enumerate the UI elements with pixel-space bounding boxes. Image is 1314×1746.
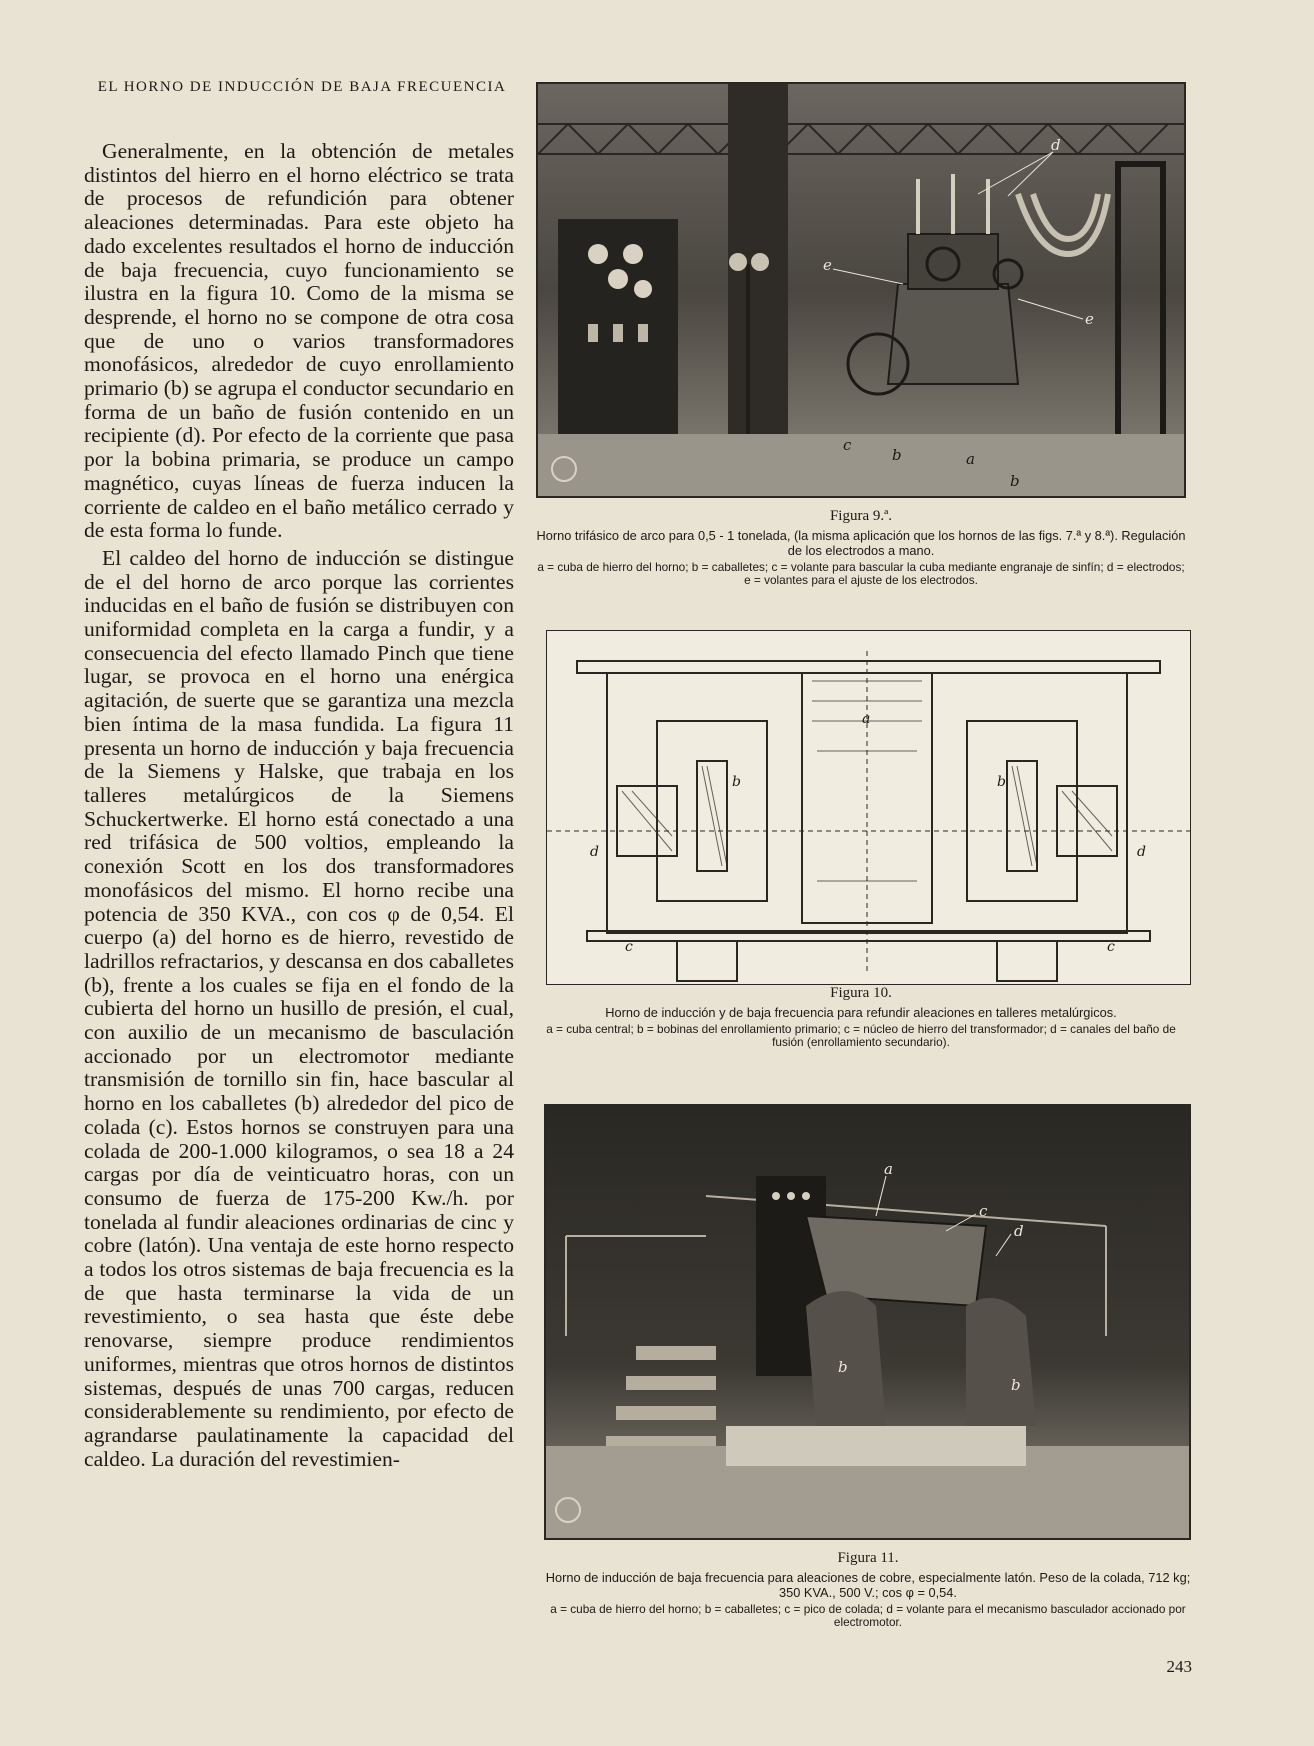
figure-label: b: [892, 446, 902, 464]
figure-label: b: [1010, 472, 1020, 490]
figure-label: e: [1085, 310, 1094, 328]
figure-title: Figura 10.: [830, 985, 892, 1001]
figure-11-photo: [544, 1104, 1191, 1540]
induction-furnace-photo-illustration: [546, 1106, 1189, 1538]
article-heading: EL HORNO DE INDUCCIÓN DE BAJA FRECUENCIA: [97, 79, 507, 95]
figure-label: b: [1011, 1376, 1021, 1394]
figure-label: a: [966, 450, 975, 468]
figure-label: d: [1051, 136, 1061, 154]
figure-label: d: [1137, 844, 1146, 860]
figure-label: c: [625, 939, 633, 955]
figure-description: Horno de inducción y de baja frecuencia para refundir aleaciones en talleres metalúrgicos.: [605, 1005, 1117, 1020]
page-number: 243: [1166, 1657, 1192, 1676]
figure-legend: a = cuba central; b = bobinas del enrollamiento primario; c = núcleo de hierro del transformador; d = canales del baño de fusión (enrollamiento secundario).: [546, 1022, 1176, 1049]
figure-label: e: [823, 256, 832, 274]
figure-label: b: [997, 774, 1006, 790]
figure-title: Figura 11.: [837, 1550, 899, 1566]
figure-label: c: [1107, 939, 1115, 955]
figure-label: c: [843, 436, 852, 454]
figure-label: b: [732, 774, 741, 790]
figure-9-photo: [536, 82, 1186, 498]
article-body: [84, 140, 514, 1471]
figure-description: Horno de inducción de baja frecuencia para aleaciones de cobre, especialmente latón. Peso de la colada, 712 kg; 350 KVA., 500 V.; cos φ = 0,54.: [545, 1570, 1191, 1600]
figure-description: Horno trifásico de arco para 0,5 - 1 tonelada, (la misma aplicación que los hornos de las figs. 7.ª y 8.ª). Regulación de los electrodos a mano.: [536, 528, 1186, 558]
induction-furnace-section-diagram: [547, 631, 1190, 984]
figure-legend: a = cuba de hierro del horno; b = caballetes; c = volante para bascular la cuba mediante engranaje de sinfín; d = electrodos; e = volantes para el ajuste de los electrodos.: [537, 560, 1185, 587]
figure-9-caption: [536, 508, 1186, 587]
paragraph: Generalmente, en la obtención de metales distintos del hierro en el horno eléctrico se trata de procesos de refundición para obtener aleaciones determinadas. Para este objeto ha dado excelentes resultados el horno de inducción de baja frecuencia, cuyo funcionamiento se ilustra en la figura 10. Como de la misma se desprende, el horno no se compone de otra cosa que de uno o varios transformadores monofásicos, alrededor de cuyo enrollamiento primario (b) se agrupa el conductor secundario en forma de un baño de fusión contenido en un recipiente (d). Por efecto de la corriente que pasa por la bobina primaria, se produce un campo magnético, cuyas líneas de fuerza inducen la corriente de caldeo en el baño metálico cerrado y de esta forma lo funde.: [84, 139, 514, 543]
figure-11-caption: [544, 1550, 1192, 1629]
figure-label: a: [862, 711, 871, 727]
figure-10-caption: [536, 985, 1186, 1049]
figure-label: b: [838, 1358, 848, 1376]
figure-title: Figura 9.ª.: [829, 508, 893, 524]
figure-legend: a = cuba de hierro del horno; b = caballetes; c = pico de colada; d = volante para el mecanismo basculador accionado por electromotor.: [550, 1602, 1186, 1629]
paragraph: El caldeo del horno de inducción se distingue de el del horno de arco porque las corrientes inducidas en el baño de fusión se distribuyen con uniformidad completa en la carga a fundir, y a consecuencia del efecto llamado Pinch que tiene lugar, se provoca en el horno una enérgica agitación, de suerte que se garantiza una mezcla bien íntima de la masa fundida. La figura 11 presenta un horno de inducción y baja frecuencia de la Siemens y Halske, que trabaja en los talleres metalúrgicos de la Siemens Schuckertwerke. El horno está conectado a una red trifásica de 500 voltios, empleando la conexión Scott en los dos transformadores monofásicos del mismo. El horno recibe una potencia de 350 KVA., con cos φ de 0,54. El cuerpo (a) del horno es de hierro, revestido de ladrillos refractarios, y descansa en dos caballetes (b), frente a los cuales se fija en el fondo de la cubierta del horno un husillo de presión, el cual, con auxilio de un mecanismo de basculación accionado por un electromotor mediante transmisión de tornillo sin fin, hace bascular al horno en los caballetes (b) alrededor del pico de colada (c). Estos hornos se construyen para una colada de 200-1.000 kilogramos, o sea 18 a 24 cargas por día de veinticuatro horas, con un consumo de fuerza de 175-200 Kw./h. por tonelada al fundir aleaciones ordinarias de cinc y cobre (latón). Una ventaja de este horno respecto a todos los otros sistemas de baja frecuencia es la de que hasta terminarse la vida de un revestimiento, o sea hasta que éste debe renovarse, siempre produce rendimientos uniformes, mientras que otros hornos de distintos sistemas, después de unas 700 cargas, reducen considerablemente su rendimiento, por efecto de agrandarse paulatinamente la capacidad del caldeo. La duración del revestimien-: [84, 545, 514, 1471]
figure-label: c: [979, 1202, 988, 1220]
figure-label: a: [884, 1160, 893, 1178]
arc-furnace-illustration: [538, 84, 1184, 496]
figure-10-drawing: [546, 630, 1191, 985]
figure-label: d: [590, 844, 599, 860]
figure-label: d: [1014, 1222, 1024, 1240]
